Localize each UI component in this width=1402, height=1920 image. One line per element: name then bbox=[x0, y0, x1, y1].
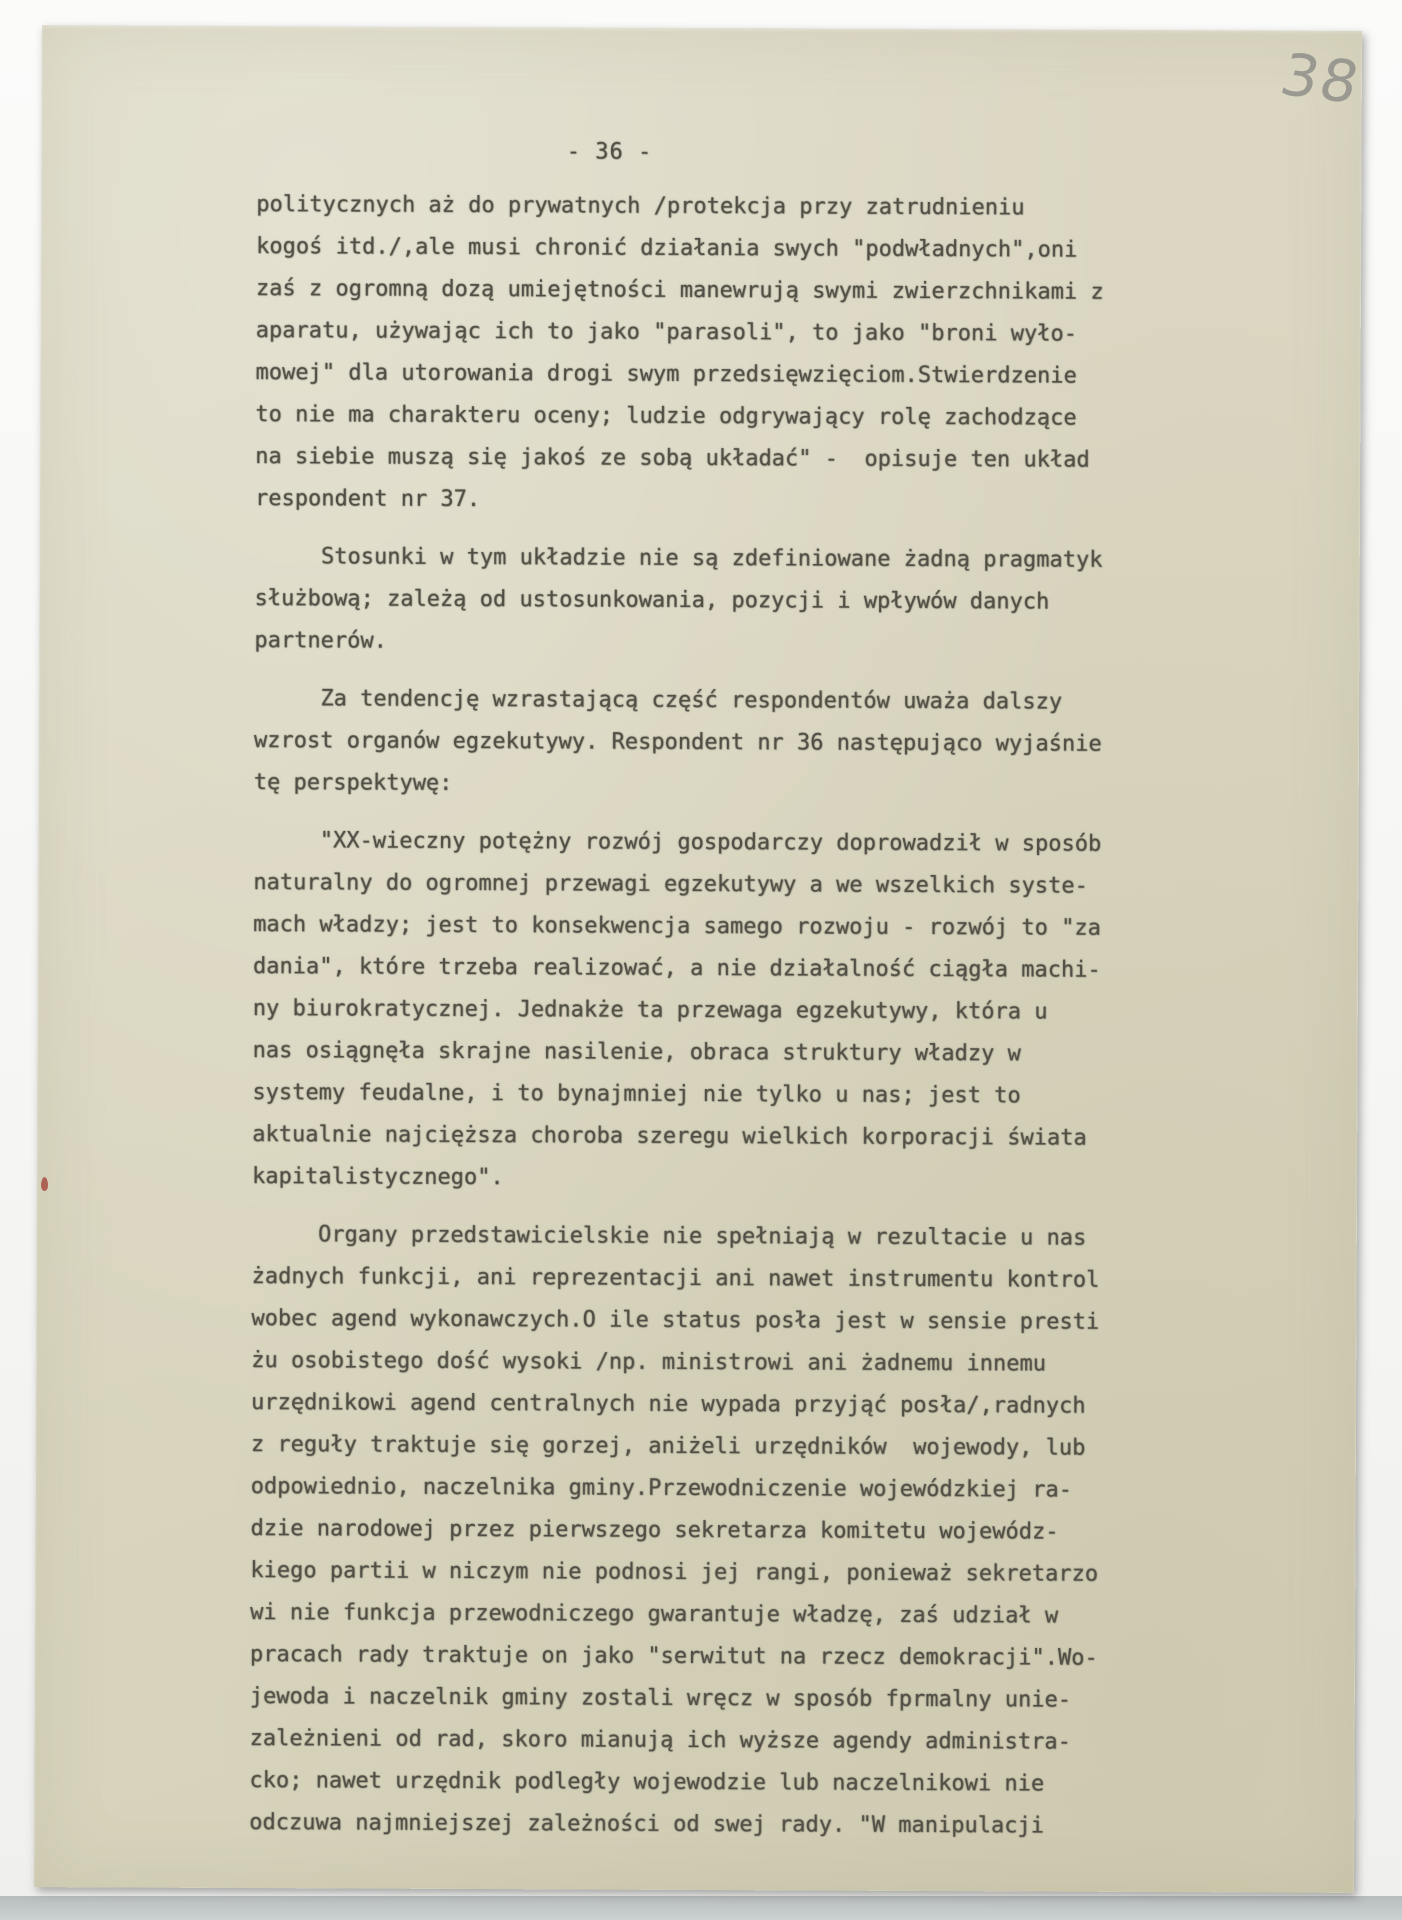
text-line: zależnieni od rad, skoro mianują ich wyższe agendy administra- bbox=[249, 1726, 1071, 1755]
text-line: Organy przedstawicielskie nie spełniają w rezultacie u nas bbox=[251, 1222, 1087, 1251]
text-line: dzie narodowej przez pierwszego sekretarza komitetu wojewódz- bbox=[250, 1516, 1059, 1545]
text-line: to nie ma charakteru oceny; ludzie odgrywający rolę zachodzące bbox=[255, 402, 1077, 431]
paragraph bbox=[249, 1214, 1132, 1848]
text-line: politycznych aż do prywatnych /protekcja przy zatrudnieniu bbox=[256, 192, 1025, 221]
text-line: jewoda i naczelnik gminy zostali wręcz w sposób fprmalny unie- bbox=[249, 1684, 1072, 1713]
paragraph bbox=[254, 536, 1135, 666]
page-number: - 36 - bbox=[566, 139, 653, 165]
text-line: cko; nawet urzędnik podległy wojewodzie lub naczelnikowi nie bbox=[249, 1768, 1045, 1797]
text-line: ny biurokratycznej. Jednakże ta przewaga egzekutywy, która u bbox=[252, 996, 1048, 1025]
text-line: nas osiągnęła skrajne nasilenie, obraca struktury władzy w bbox=[252, 1038, 1021, 1067]
text-line: odpowiednio, naczelnika gminy.Przewodniczenie wojewódzkiej ra- bbox=[250, 1474, 1072, 1503]
text-line: mowej" dla utorowania drogi swym przedsięwzięciom.Stwierdzenie bbox=[255, 360, 1077, 389]
text-line: na siebie muszą się jakoś ze sobą układać" - opisuje ten układ bbox=[255, 444, 1090, 473]
text-body bbox=[249, 184, 1136, 1848]
text-line: służbową; zależą od ustosunkowania, pozycji i wpływów danych bbox=[254, 586, 1050, 615]
text-line: kapitalistycznego". bbox=[251, 1164, 504, 1191]
text-line: kiego partii w niczym nie podnosi jej rangi, ponieważ sekretarzo bbox=[250, 1558, 1099, 1587]
text-line: naturalny do ogromnej przewagi egzekutywy a we wszelkich syste- bbox=[253, 870, 1088, 899]
text-line: systemy feudalne, i to bynajmniej nie tylko u nas; jest to bbox=[252, 1080, 1021, 1109]
text-line: żu osobistego dość wysoki /np. ministrowi ani żadnemu innemu bbox=[251, 1348, 1047, 1377]
text-line: zaś z ogromną dozą umiejętności manewrują swymi zwierzchnikami z bbox=[255, 276, 1104, 305]
text-line: kogoś itd./,ale musi chronić działania swych "podwładnych",oni bbox=[256, 234, 1078, 263]
text-line: "XX-wieczny potężny rozwój gospodarczy doprowadził w sposób bbox=[253, 828, 1102, 857]
typewritten-text bbox=[249, 130, 1136, 1848]
text-line: partnerów. bbox=[254, 628, 387, 654]
text-line: aparatu, używając ich to jako "parasoli", to jako "broni wyło- bbox=[255, 318, 1077, 347]
text-line: Za tendencję wzrastającą część respondentów uważa dalszy bbox=[254, 686, 1063, 715]
text-line: respondent nr 37. bbox=[254, 486, 481, 513]
paragraph bbox=[252, 820, 1134, 1202]
text-line: żadnych funkcji, ani reprezentacji ani nawet instrumentu kontrol bbox=[251, 1264, 1100, 1293]
scanner-bed-strip bbox=[0, 1896, 1402, 1920]
text-line: wobec agend wykonawczych.O ile status posła jest w sensie presti bbox=[251, 1306, 1100, 1335]
text-line: dania", które trzeba realizować, a nie działalność ciągła machi- bbox=[252, 954, 1101, 983]
text-line: wzrost organów egzekutywy. Respondent nr 36 następująco wyjaśnie bbox=[253, 728, 1102, 757]
scanned-page bbox=[34, 25, 1368, 1893]
text-line: pracach rady traktuje on jako "serwitut na rzecz demokracji".Wo- bbox=[249, 1642, 1098, 1671]
text-line: odczuwa najmniejszej zależności od swej rady. "W manipulacji bbox=[249, 1810, 1044, 1839]
red-ink-mark bbox=[41, 1177, 48, 1191]
text-line: z reguły traktuje się gorzej, aniżeli urzędników wojewody, lub bbox=[250, 1432, 1086, 1461]
paragraph bbox=[255, 184, 1136, 524]
text-line: Stosunki w tym układzie nie są zdefiniowane żadną pragmatyk bbox=[254, 544, 1103, 573]
text-line: wi nie funkcja przewodniczego gwarantuje władzę, zaś udział w bbox=[250, 1600, 1059, 1629]
text-line: mach władzy; jest to konsekwencja samego rozwoju - rozwój to "za bbox=[253, 912, 1101, 941]
text-line: tę perspektywę: bbox=[253, 770, 453, 796]
text-line: aktualnie najcięższa choroba szeregu wielkich korporacji świata bbox=[252, 1122, 1087, 1151]
text-line: urzędnikowi agend centralnych nie wypada przyjąć posła/,radnych bbox=[251, 1390, 1086, 1419]
handwritten-page-number: 38 bbox=[1274, 40, 1368, 117]
paragraph bbox=[254, 678, 1135, 808]
